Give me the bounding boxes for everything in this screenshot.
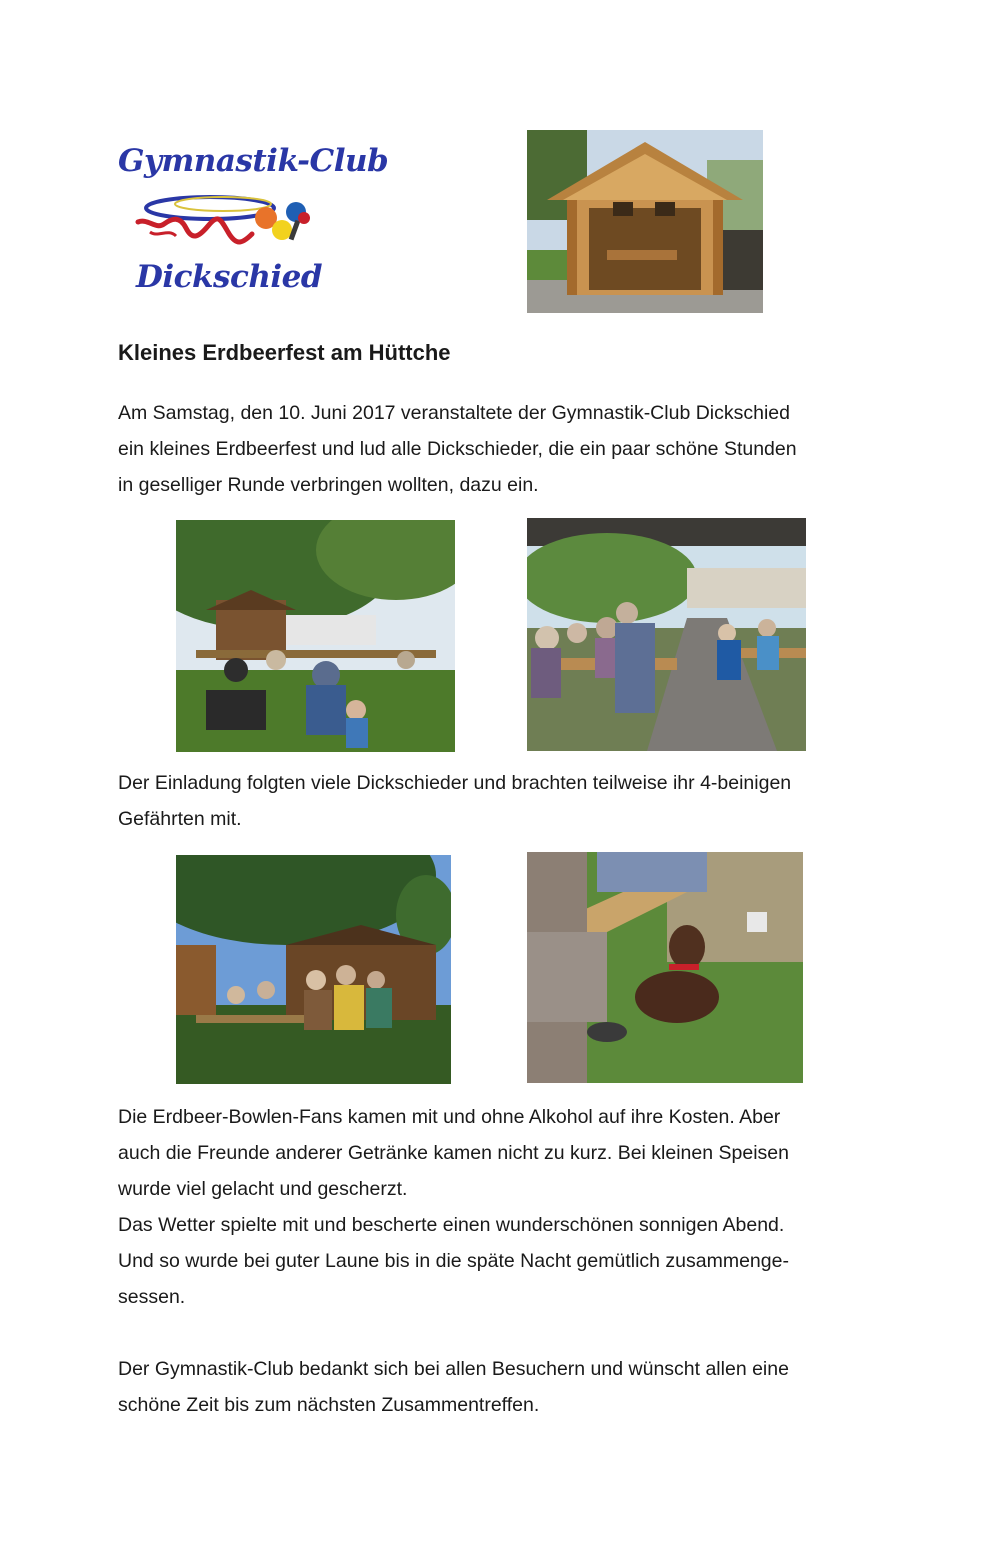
closing-line: schöne Zeit bis zum nächsten Zusammentreffen. [118, 1394, 540, 1416]
intro-line: in geselliger Runde verbringen wollten, dazu ein. [118, 474, 539, 496]
middle-paragraph [118, 765, 791, 837]
closing-paragraph [118, 1351, 789, 1423]
body-line: Und so wurde bei guter Laune bis in die späte Nacht gemütlich zusammenge- [118, 1250, 789, 1272]
body-line: Das Wetter spielte mit und bescherte einen wunderschönen sonnigen Abend. [118, 1214, 785, 1236]
page-title: Kleines Erdbeerfest am Hüttche [118, 340, 451, 365]
logo-ribbon-icon [128, 188, 318, 258]
intro-line: Am Samstag, den 10. Juni 2017 veranstaltete der Gymnastik-Club Dickschied [118, 402, 790, 424]
closing-line: Der Gymnastik-Club bedankt sich bei allen Besuchern und wünscht allen eine [118, 1358, 789, 1380]
body-paragraph [118, 1099, 789, 1315]
logo-text-bottom: Dickschied [136, 259, 323, 295]
body-line: Die Erdbeer-Bowlen-Fans kamen mit und ohne Alkohol auf ihre Kosten. Aber [118, 1106, 781, 1128]
intro-line: ein kleines Erdbeerfest und lud alle Dickschieder, die ein paar schöne Stunden [118, 438, 797, 460]
photo-guests-under-roof [527, 518, 806, 751]
photo-dog [527, 852, 803, 1083]
middle-line: Gefährten mit. [118, 808, 242, 830]
body-line: sessen. [118, 1286, 186, 1308]
intro-paragraph [118, 395, 797, 503]
middle-line: Der Einladung folgten viele Dickschieder und brachten teilweise ihr 4-beinigen [118, 772, 792, 794]
logo-text-top: Gymnastik-Club [118, 143, 389, 179]
body-line: wurde viel gelacht und gescherzt. [118, 1178, 408, 1200]
photo-guests-outside [176, 520, 455, 752]
photo-hut [527, 130, 763, 313]
body-line: auch die Freunde anderer Getränke kamen nicht zu kurz. Bei kleinen Speisen [118, 1142, 789, 1164]
photo-evening-gathering [176, 855, 451, 1084]
